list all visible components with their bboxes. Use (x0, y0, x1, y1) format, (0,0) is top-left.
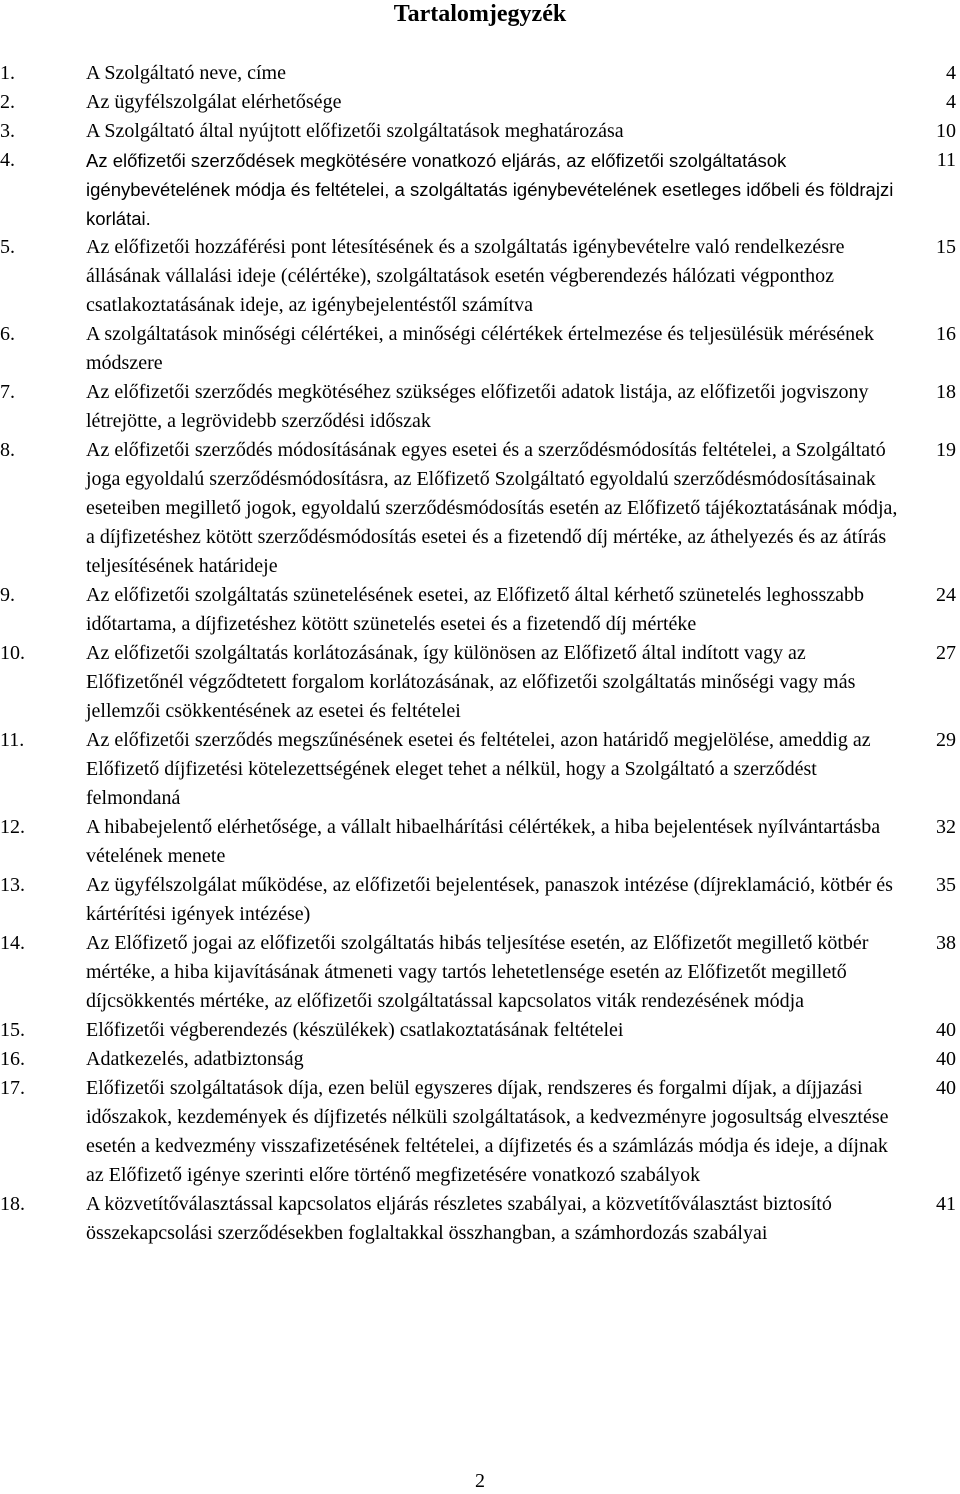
toc-entry-title: Az előfizetői szerződés megszűnésének esetei és feltételei, azon határidő megjelölése, ameddig az Előfizető díjfizetési kötelezettségének eleget tehet a nélkül, hogy a Szolgáltató a szerződést felmondaná (86, 729, 871, 809)
toc-entry-title: Az előfizetői hozzáférési pont létesítésének és a szolgáltatás igénybevételre való rendelkezésre állásának vállalási ideje (célértéke), szolgáltatások esetén végberendezés hálózati végponthoz csatlakoztatásának ideje, az igénybejelentéstől számítva (86, 236, 845, 316)
toc-entry-number: 10. (0, 642, 25, 664)
toc-entry-page: 11 (936, 149, 956, 171)
toc-entry[interactable] (0, 59, 960, 88)
table-of-contents (0, 59, 960, 1248)
toc-entry-title: Előfizetői szolgáltatások díja, ezen belül egyszeres díjak, rendszeres és forgalmi díjak, a díjjazási időszakok, kezdemények és díjfizetés nélküli szolgáltatások, a kedvezményre jogosultság elvesztése esetén a kedvezmény visszafizetésének feltételei, a díjfizetés és a számlázás módja és ideje, a díjnak az Előfizető igénye szerinti előre történő megfizetésére vonatkozó szabályok (86, 1077, 889, 1186)
toc-entry-number: 4. (0, 149, 15, 171)
toc-entry-number: 12. (0, 816, 25, 838)
toc-entry-title: Az ügyfélszolgálat működése, az előfizetői bejelentések, panaszok intézése (díjreklamáció, kötbér és kártérítési igények intézése) (86, 874, 893, 925)
toc-entry-number: 6. (0, 323, 15, 345)
page-title: Tartalomjegyzék (393, 1, 567, 27)
toc-entry[interactable] (0, 871, 960, 929)
toc-entry-number: 5. (0, 236, 15, 258)
toc-entry-page: 40 (936, 1048, 956, 1070)
toc-entry-number: 7. (0, 381, 15, 403)
toc-entry-title: A szolgáltatások minőségi célértékei, a minőségi célértékek értelmezése és teljesülésük mérésének módszere (86, 323, 875, 374)
toc-entry[interactable] (0, 1016, 960, 1045)
toc-entry-number: 18. (0, 1193, 25, 1215)
toc-entry-page: 4 (946, 62, 956, 84)
toc-entry-page: 32 (936, 816, 956, 838)
toc-entry-number: 13. (0, 874, 25, 896)
toc-entry-number: 2. (0, 91, 15, 113)
toc-entry-page: 41 (936, 1193, 956, 1215)
toc-entry-page: 19 (936, 439, 956, 461)
toc-entry-number: 15. (0, 1019, 25, 1041)
toc-entry-title: A hibabejelentő elérhetősége, a vállalt hibaelhárítási célértékek, a hiba bejelentések nyílvántartásba vételének menete (86, 816, 881, 867)
toc-entry[interactable] (0, 320, 960, 378)
toc-entry-page: 40 (936, 1019, 956, 1041)
toc-entry-page: 4 (946, 91, 956, 113)
toc-entry[interactable] (0, 233, 960, 320)
toc-entry[interactable] (0, 581, 960, 639)
toc-entry[interactable] (0, 117, 960, 146)
toc-entry-title: A közvetítőválasztással kapcsolatos eljárás részletes szabályai, a közvetítőválasztást biztosító összekapcsolási szerződésekben foglaltakkal összhangban, a számhordozás szabályai (86, 1193, 832, 1244)
toc-entry[interactable] (0, 378, 960, 436)
toc-entry-number: 16. (0, 1048, 25, 1070)
toc-entry-number: 8. (0, 439, 15, 461)
toc-entry-number: 14. (0, 932, 25, 954)
toc-entry-title: A Szolgáltató által nyújtott előfizetői szolgáltatások meghatározása (86, 120, 624, 142)
toc-entry[interactable] (0, 813, 960, 871)
toc-entry-title: Az előfizetői szolgáltatás szünetelésének esetei, az Előfizető által kérhető szünetelés leghosszabb időtartama, a díjfizetéshez kötött szünetelés esetei és a fizetendő díj mértéke (86, 584, 864, 635)
page-number: 2 (475, 1470, 485, 1492)
toc-entry-page: 35 (936, 874, 956, 896)
toc-entry-title: Az ügyfélszolgálat elérhetősége (86, 91, 342, 113)
toc-entry[interactable] (0, 146, 960, 233)
toc-entry[interactable] (0, 436, 960, 581)
toc-entry-number: 3. (0, 120, 15, 142)
toc-entry-page: 40 (936, 1077, 956, 1099)
toc-entry-page: 18 (936, 381, 956, 403)
toc-entry-title: Az előfizetői szolgáltatás korlátozásának, így különösen az Előfizető által indított vagy az Előfizetőnél végződtetett forgalom korlátozásának, az előfizetői szolgáltatás minőségi vagy más jellemzői csökkentésének az esetei és feltételei (86, 642, 856, 722)
toc-entry-number: 9. (0, 584, 15, 606)
toc-entry[interactable] (0, 1074, 960, 1190)
toc-entry[interactable] (0, 1190, 960, 1248)
toc-entry[interactable] (0, 726, 960, 813)
toc-entry-number: 17. (0, 1077, 25, 1099)
toc-entry-page: 29 (936, 729, 956, 751)
toc-entry[interactable] (0, 88, 960, 117)
toc-entry-title: Az előfizetői szerződések megkötésére vonatkozó eljárás, az előfizetői szolgáltatások igénybevételének módja és feltételei, a szolgáltatás igénybevételének esetleges időbeli és földrajzi korlátai. (86, 150, 894, 229)
toc-entry-page: 15 (936, 236, 956, 258)
toc-entry-page: 16 (936, 323, 956, 345)
toc-entry-number: 11. (0, 729, 25, 751)
toc-entry[interactable] (0, 1045, 960, 1074)
toc-entry-title: Adatkezelés, adatbiztonság (86, 1048, 304, 1070)
toc-entry-page: 24 (936, 584, 956, 606)
toc-entry[interactable] (0, 929, 960, 1016)
toc-entry-number: 1. (0, 62, 15, 84)
toc-entry[interactable] (0, 639, 960, 726)
toc-entry-page: 38 (936, 932, 956, 954)
toc-entry-title: Az Előfizető jogai az előfizetői szolgáltatás hibás teljesítése esetén, az Előfizetőt megillető kötbér mértéke, a hiba kijavításának átmeneti vagy tartós lehetetlensége esetén az Előfizetőt megillető díjcsökkentés mértéke, az előfizetői szolgáltatással kapcsolatos viták rendezésének módja (86, 932, 869, 1012)
toc-entry-title: Előfizetői végberendezés (készülékek) csatlakoztatásának feltételei (86, 1019, 624, 1041)
toc-entry-title: Az előfizetői szerződés módosításának egyes esetei és a szerződésmódosítás feltételei, a Szolgáltató joga egyoldalú szerződésmódosításra, az Előfizető Szolgáltató egyoldalú szerződésmódosításainak eseteiben megillető jogok, egyoldalú szerződésmódosítás esetén az Előfizető tájékoztatásának módja, a díjfizetéshez kötött szerződésmódosítás esetei és a fizetendő díj mértéke, az áthelyezés és az átírás teljesítésének határideje (86, 439, 898, 577)
toc-entry-title: A Szolgáltató neve, címe (86, 62, 286, 84)
toc-entry-page: 10 (936, 120, 956, 142)
toc-entry-title: Az előfizetői szerződés megkötéséhez szükséges előfizetői adatok listája, az előfizetői jogviszony létrejötte, a legrövidebb szerződési időszak (86, 381, 869, 432)
toc-entry-page: 27 (936, 642, 956, 664)
